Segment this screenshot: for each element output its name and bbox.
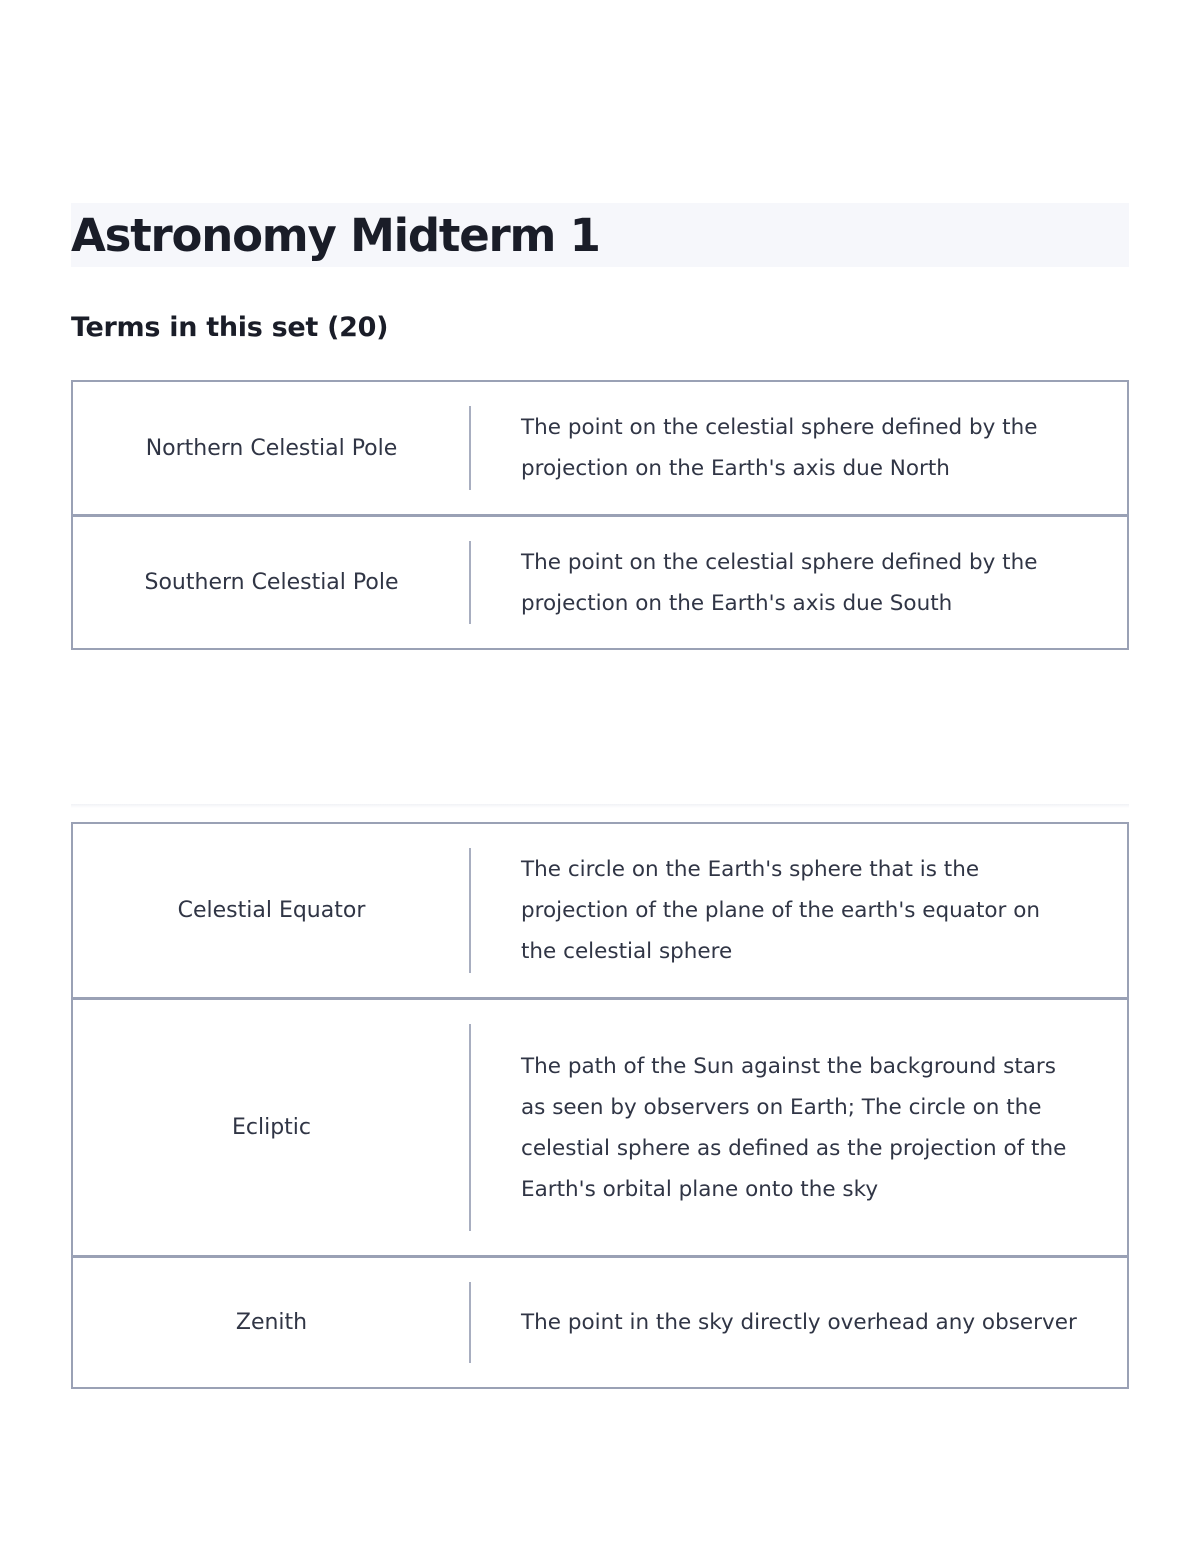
card-divider <box>469 848 471 973</box>
definition-text: The point on the celestial sphere defined by the projection on the Earth's axis due South <box>521 549 1038 616</box>
card-divider <box>469 406 471 490</box>
term-card[interactable] <box>73 514 1127 648</box>
definition-text: The circle on the Earth's sphere that is the projection of the plane of the earth's equator on the celestial sphere <box>521 857 1041 964</box>
term-text: Southern Celestial Pole <box>144 570 399 595</box>
page-title: Astronomy Midterm 1 <box>71 209 600 262</box>
page-break <box>71 804 1129 808</box>
term-card[interactable] <box>73 824 1127 997</box>
term-text: Zenith <box>235 1310 308 1335</box>
term-text: Ecliptic <box>231 1115 312 1140</box>
term-text: Northern Celestial Pole <box>145 435 398 461</box>
terms-count-heading: Terms in this set (20) <box>71 312 389 343</box>
card-divider <box>469 541 471 624</box>
term-text: Celestial Equator <box>177 898 366 923</box>
term-table-page-1 <box>71 380 1129 650</box>
term-table-page-2 <box>71 822 1129 1389</box>
card-divider <box>469 1024 471 1231</box>
term-card[interactable] <box>73 1255 1127 1387</box>
definition-text: The point in the sky directly overhead any observer <box>521 1310 1077 1335</box>
term-card[interactable] <box>73 997 1127 1255</box>
term-card[interactable] <box>73 382 1127 514</box>
definition-text: The point on the celestial sphere defined by the projection on the Earth's axis due North <box>521 415 1038 481</box>
card-divider <box>469 1282 471 1363</box>
definition-text: The path of the Sun against the background stars as seen by observers on Earth; The circle on the celestial sphere as defined as the projection of the Earth's orbital plane onto the sky <box>521 1053 1067 1202</box>
